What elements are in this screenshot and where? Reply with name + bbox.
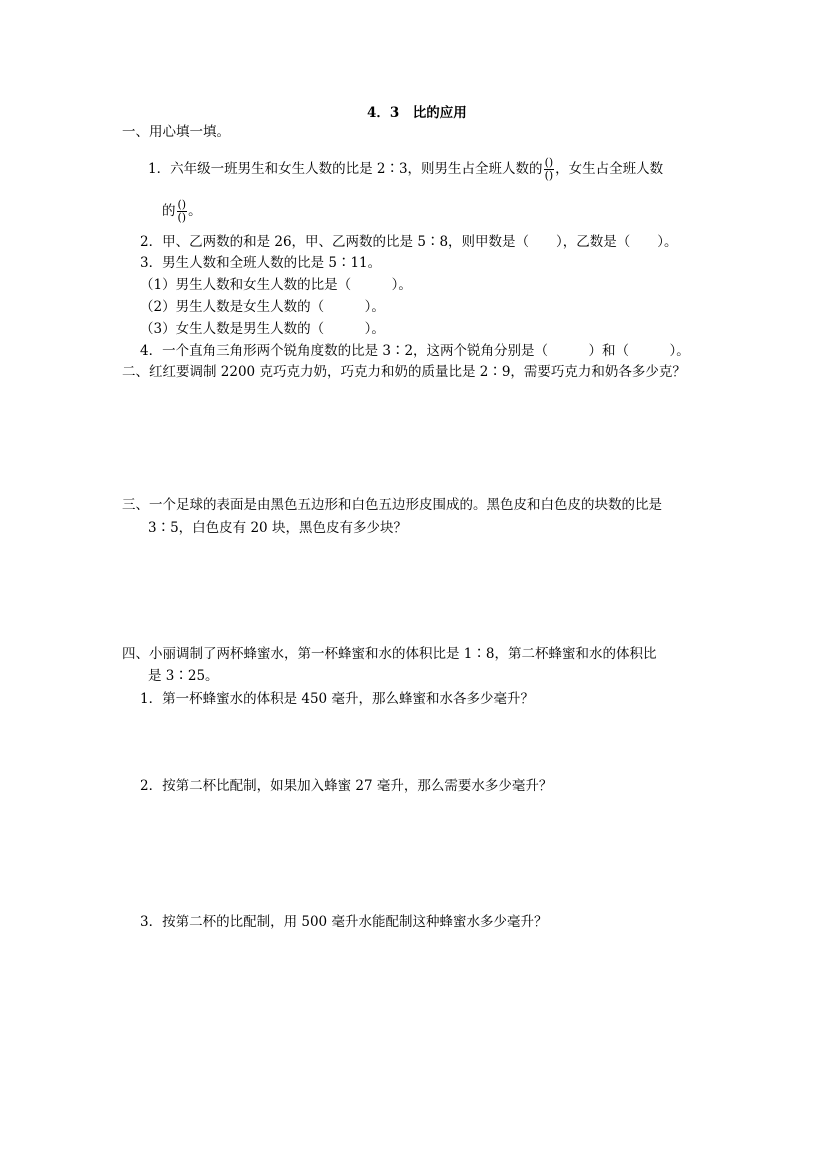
fraction-denominator: () xyxy=(544,169,554,182)
fraction-numerator: () xyxy=(544,156,554,169)
question-1-1-text-a: 1．六年级一班男生和女生人数的比是 2∶3，则男生占全班人数的 xyxy=(148,161,543,177)
section-4-line2: 是 3∶25。 xyxy=(148,668,219,684)
question-1-1-line1 xyxy=(148,157,663,182)
section-4-line1: 四、小丽调制了两杯蜂蜜水，第一杯蜂蜜和水的体积比是 1∶8，第二杯蜂蜜和水的体积比 xyxy=(122,646,657,662)
fraction-blank-2 xyxy=(177,199,188,224)
question-4-1: 1．第一杯蜂蜜水的体积是 450 毫升，那么蜂蜜和水各多少毫升？ xyxy=(140,691,534,707)
question-1-1-text-d: 。 xyxy=(188,203,202,219)
question-1-3-3: （3）女生人数是男生人数的（ ）。 xyxy=(140,321,385,337)
fraction-denominator: () xyxy=(177,211,187,224)
section-3-line1: 三、一个足球的表面是由黑色五边形和白色五边形皮围成的。黑色皮和白色皮的块数的比是 xyxy=(122,497,662,513)
section-2-question: 二、红红要调制 2200 克巧克力奶，巧克力和奶的质量比是 2∶9，需要巧克力和奶各多少克？ xyxy=(122,364,686,380)
fraction-blank-1 xyxy=(544,157,555,182)
question-1-1-text-b: ，女生占全班人数 xyxy=(555,161,664,177)
section-3-line2: 3∶5，白色皮有 20 块，黑色皮有多少块？ xyxy=(148,520,407,536)
question-1-3: 3．男生人数和全班人数的比是 5∶11。 xyxy=(140,255,382,271)
question-1-2: 2．甲、乙两数的和是 26，甲、乙两数的比是 5∶8，则甲数是（ ），乙数是（ ）。 xyxy=(140,234,678,250)
question-1-1-text-c: 的 xyxy=(162,203,176,219)
section-1-heading: 一、用心填一填。 xyxy=(122,124,230,140)
fraction-numerator: () xyxy=(177,198,187,211)
question-1-1-line2 xyxy=(162,199,202,224)
question-4-2: 2．按第二杯比配制，如果加入蜂蜜 27 毫升，那么需要水多少毫升？ xyxy=(140,778,553,794)
page-title: 4．3 比的应用 xyxy=(367,105,467,121)
question-1-3-2: （2）男生人数是女生人数的（ ）。 xyxy=(140,299,385,315)
question-1-3-1: （1）男生人数和女生人数的比是（ ）。 xyxy=(140,277,412,293)
question-1-4: 4．一个直角三角形两个锐角度数的比是 3∶2，这两个锐角分别是（ ）和（ ）。 xyxy=(140,343,690,359)
question-4-3: 3．按第二杯的比配制，用 500 毫升水能配制这种蜂蜜水多少毫升？ xyxy=(140,914,548,930)
